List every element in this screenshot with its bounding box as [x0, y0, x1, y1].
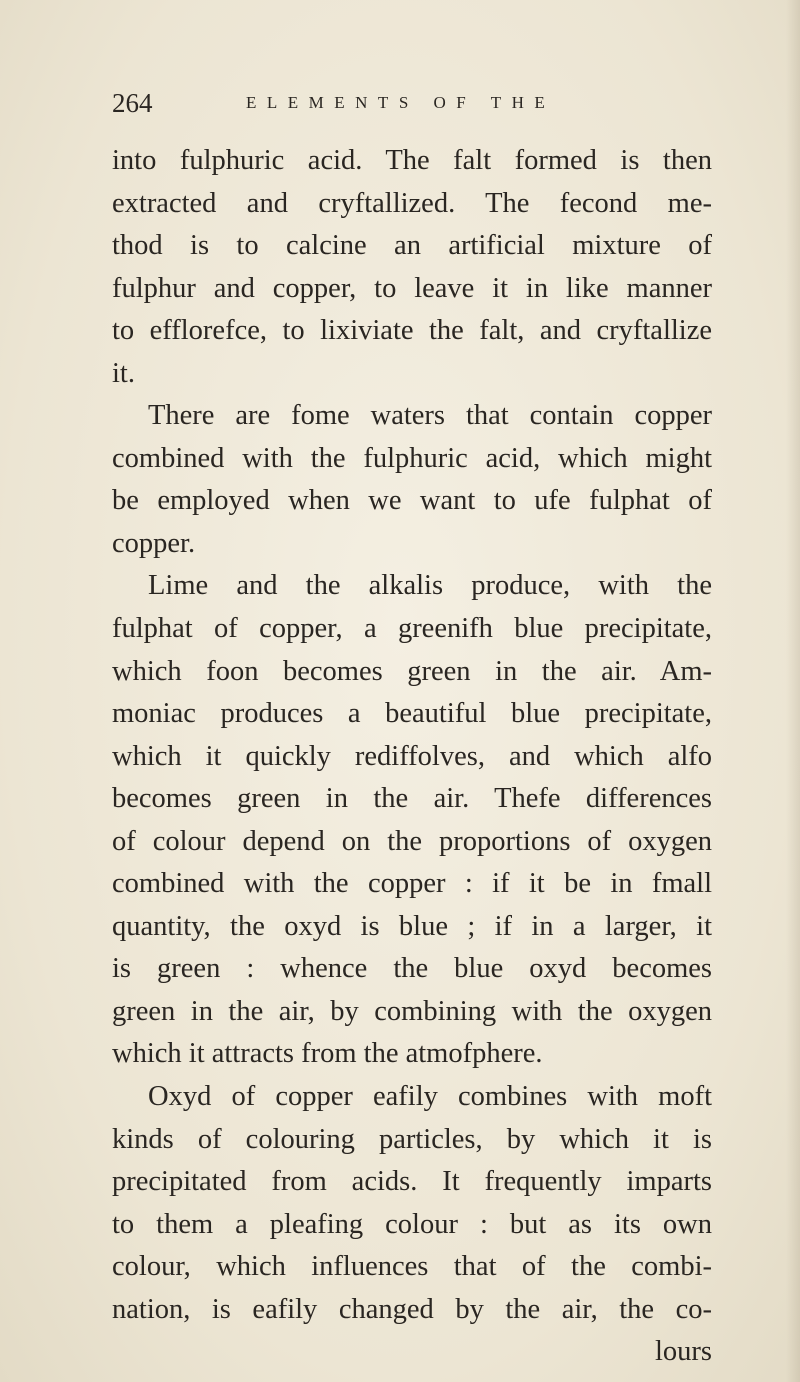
text-line-19: quantity, the oxyd is blue ; if in a larger, it: [112, 910, 712, 942]
text-line-20: is green : whence the blue oxyd becomes: [112, 953, 712, 985]
text-line-21: green in the air, by combining with the oxygen: [112, 995, 712, 1027]
text-line-28: nation, is eafily changed by the air, the co-: [112, 1293, 712, 1325]
text-line-23: Oxyd of copper eafily combines with moft: [148, 1081, 712, 1113]
text-line-7: There are fome waters that contain copper: [148, 400, 712, 432]
text-line-14: moniac produces a beautiful blue precipitate,: [112, 698, 712, 730]
text-line-26: to them a pleafing colour : but as its own: [112, 1208, 712, 1240]
text-line-13: which foon becomes green in the air. Am-: [112, 655, 712, 687]
text-line-22: which it attracts from the atmofphere.: [112, 1038, 543, 1070]
text-line-11: Lime and the alkalis produce, with the: [148, 570, 712, 602]
text-line-10: copper.: [112, 527, 196, 559]
text-line-9: be employed when we want to ufe fulphat of: [112, 485, 712, 517]
text-line-8: combined with the fulphuric acid, which might: [112, 442, 712, 474]
text-line-2: extracted and cryftallized. The fecond me-: [112, 187, 712, 219]
text-line-1: into fulphuric acid. The falt formed is then: [112, 145, 712, 176]
page-number: 264: [112, 88, 153, 118]
text-line-27: colour, which influences that of the combi-: [112, 1251, 712, 1283]
text-line-15: which it quickly rediffolves, and which alfo: [112, 740, 712, 772]
page-edge-shadow: [786, 0, 800, 1382]
page-header: [112, 88, 712, 128]
text-line-24: kinds of colouring particles, by which it is: [112, 1123, 712, 1155]
catchword: lours: [655, 1336, 712, 1368]
text-line-12: fulphat of copper, a greenifh blue precipitate,: [112, 613, 712, 645]
body-text: [112, 140, 712, 1374]
text-line-17: of colour depend on the proportions of oxygen: [112, 825, 712, 857]
text-line-4: fulphur and copper, to leave it in like manner: [112, 272, 712, 304]
text-line-16: becomes green in the air. Thefe differences: [112, 783, 712, 815]
text-line-3: thod is to calcine an artificial mixture of: [112, 230, 712, 262]
text-line-5: to efflorefce, to lixiviate the falt, and cryftallize: [112, 315, 712, 347]
text-line-18: combined with the copper : if it be in fmall: [112, 868, 712, 900]
text-line-6: it.: [112, 357, 135, 389]
running-head: ELEMENTS OF THE: [246, 93, 556, 112]
text-line-25: precipitated from acids. It frequently imparts: [112, 1166, 712, 1198]
